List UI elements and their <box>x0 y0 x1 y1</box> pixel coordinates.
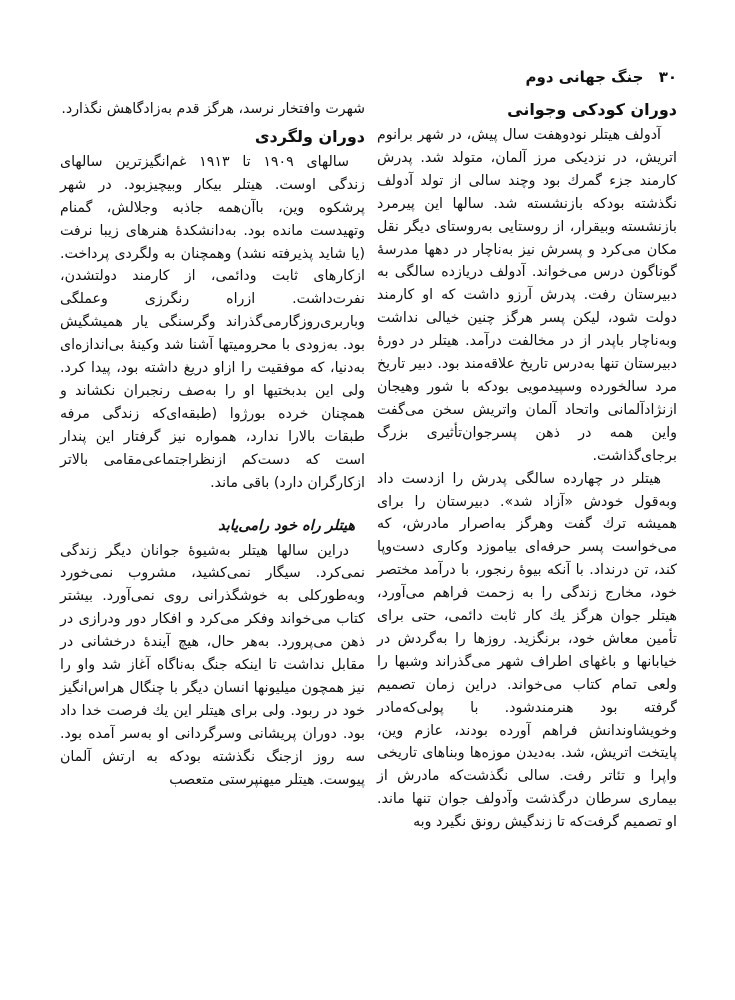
paragraph: سالهای ۱۹۰۹ تا ۱۹۱۳ غم‌انگیزترین سالهای زندگی اوست. هیتلر بیکار وبیچیزبود. در شهر پرشکوه وین، باآن‌همه جاذبه وجلالش، گمنام وتهیدست مانده بود. بەدانشکدهٔ هنرهای زیبا نرفت (یا شاید پذیرفته نشد) وهمچنان به ولگردی پرداخت. ازکارهای ثابت ودائمی، از کارمند دولتشدن، نفرت‌داشت. ازراه رنگرزی وعملگی وباربری‌روزگارمی‌گذراند وگرسنگی یار همیشگیش بود. بەزودی با محرومیتها آشنا شد وکینهٔ بی‌اندازه‌ای به‌دنیا، که موفقیت را ازاو دریغ داشته بود، پیدا کرد. ولی این بدبختیها او را به‌صف رنجبران نکشاند و همچنان خرده بورژوا (طبقه‌ای‌که زندگی مرفه طبقات بالارا ندارد، همواره نیز گرفتار این پندار است که دست‌کم ازنظراجتماعی‌مقامی بالاتر ازکارگران دارد) باقی ماند. <box>60 153 365 491</box>
paragraph: هیتلر در چهارده سالگی پدرش را ازدست داد وبه‌قول خودش «آزاد شد». دبیرستان را برای همیشه ترك گفت وهرگز به‌اصرار مادرش، که می‌خواست پسر حرفه‌ای بیاموزد وکاری دست‌وپا کند، تن درنداد. با آنکه بیوهٔ رنجور، با درآمد مختصر خود، مخارج زندگی را به زحمت فراهم می‌آورد، هیتلر جوان هرگز یك کار ثابت دائمی، حتی برای تأمین معاش خود، برنگزید. روزها را به‌گردش در خیابانها و باغهای اطراف شهر می‌گذراند وشبها را ولعی تمام کتاب می‌خواند. دراین زمان تصمیم گرفته بود هنرمندشود. با پولی‌که‌مادر وخویشاوندانش فراهم آورده بودند، عازم وین، پایتخت اتریش، شد. به‌دیدن موزه‌ها وبناهای تاریخی واپرا و تئاتر رفت. سالی نگذشت‌که مادرش از بیماری سرطان درگذشت وآدولف جوان تنها ماند. او تصمیم گرفت‌که تا زندگیش رونق نگیرد وبه <box>377 470 677 831</box>
section-heading-childhood: دوران کودکی وجوانی <box>507 100 677 119</box>
paragraph: آدولف هیتلر نودوهفت سال پیش، در شهر برانوم اتریش، در نزدیکی مرز آلمان، متولد شد. پدرش کارمند جزء گمرك بود وچند سالی از تولد آدولف نگذشته بودکه بازنشسته شد. سالها این پیرمرد بازنشسته وبیقرار، از روستایی به‌روستای دیگر نقل مکان می‌کرد و پسرش نیز به‌ناچار در دهها مدرسهٔ گوناگون درس می‌خواند. آدولف دریازده سالگی به دبیرستان رفت. پدرش آرزو داشت که او کارمند دولت شود، لیکن پسر هرگز چنین خیالی نداشت وبه‌ناچار باپدر از در مخالفت درآمد. هیتلر در دورهٔ دبیرستان تنها به‌درس تاریخ علاقه‌مند بود. دبیر تاریخ مرد سالخورده وسپیدمویی بودکه با شور وهیجان ازنژادآلمانی واتحاد آلمان واتریش سخن می‌گفت واین همه در ذهن پسرجوان‌تأثیری بزرگ برجای‌گذاشت. <box>377 127 677 464</box>
paragraph-continued: شهرت وافتخار نرسد، هرگز قدم به‌زادگاهش نگذارد. <box>61 101 365 117</box>
section-heading-vagrancy: دوران ولگردی <box>254 126 365 146</box>
page-header <box>60 68 677 90</box>
right-column <box>377 98 677 834</box>
page-number: ۳۰ <box>658 68 677 86</box>
paragraph: دراین سالها هیتلر به‌شیوهٔ جوانان دیگر زندگی نمی‌کرد. سیگار نمی‌کشید، مشروب نمی‌خورد وبه‌طورکلی به خوشگذرانی روی نمی‌آورد. بیشتر کتاب می‌خواند وفکر می‌کرد و افکار دور ودرازی در ذهن می‌پرورد. به‌هر حال، هیچ آیندهٔ درخشانی در مقابل نداشت تا اینکه جنگ به‌ناگاه آغاز شد واو را نیز همچون میلیونها انسان دیگر با چنگال هراس‌انگیز خود در ربود. ولی برای هیتلر این یك فرصت خدا داد بود. دوران پریشانی وسرگردانی او به‌سر آمده بود. سه روز ازجنگ نگذشته بودکه به ارتش آلمان پیوست. هیتلر میهنپرستی متعصب <box>60 542 365 788</box>
section-heading-finds-his-way: هیتلر راه خود رامی‌یابد <box>218 517 355 534</box>
running-title: جنگ جهانی دوم <box>525 68 644 86</box>
left-column <box>60 98 365 791</box>
